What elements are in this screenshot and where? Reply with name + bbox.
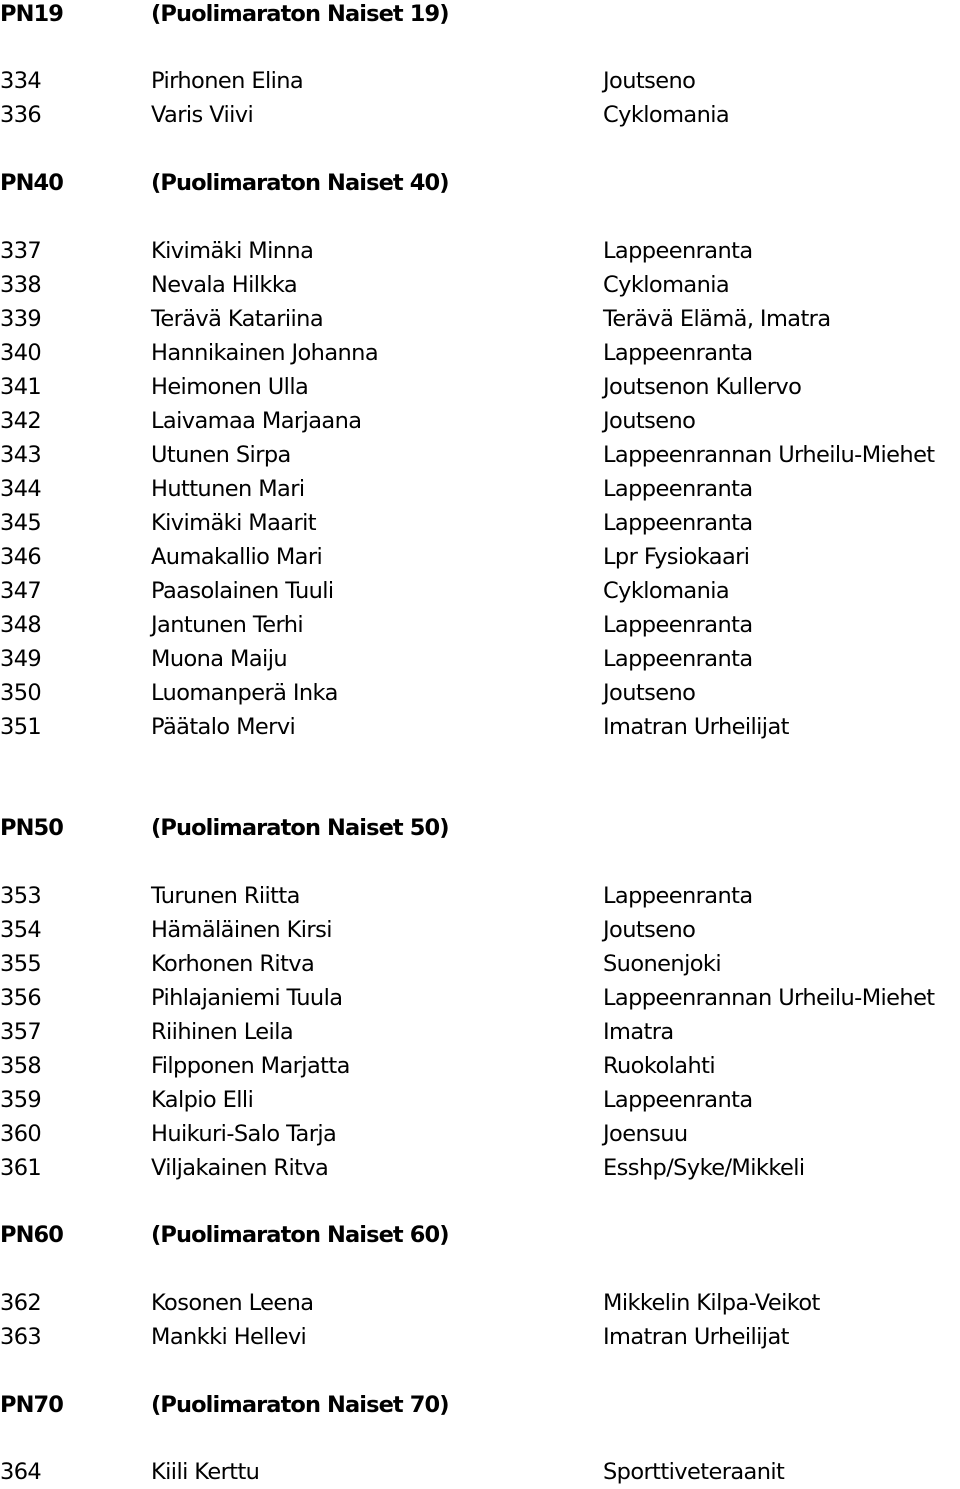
table-row	[0, 234, 960, 268]
runner-club: Lappeenranta	[603, 612, 753, 638]
runner-name: Huttunen Mari	[151, 476, 305, 502]
category-title: (Puolimaraton Naiset 19)	[151, 1, 449, 27]
runner-club: Lappeenranta	[603, 883, 753, 909]
runner-name: Kiili Kerttu	[151, 1459, 260, 1485]
runner-name: Jantunen Terhi	[151, 612, 304, 638]
bib-number: 348	[0, 612, 42, 638]
runner-club: Joutseno	[603, 680, 696, 706]
runner-name: Päätalo Mervi	[151, 714, 296, 740]
table-row	[0, 540, 960, 574]
runner-club: Joutseno	[603, 917, 696, 943]
runner-name: Riihinen Leila	[151, 1019, 294, 1045]
category-code: PN50	[0, 815, 64, 841]
bib-number: 355	[0, 951, 42, 977]
bib-number: 338	[0, 272, 42, 298]
runner-name: Nevala Hilkka	[151, 272, 298, 298]
runner-name: Mankki Hellevi	[151, 1324, 307, 1350]
runner-club: Lpr Fysiokaari	[603, 544, 750, 570]
runner-club: Joutsenon Kullervo	[603, 374, 802, 400]
category-title: (Puolimaraton Naiset 40)	[151, 170, 449, 196]
table-row	[0, 64, 960, 98]
table-row	[0, 1117, 960, 1151]
category-code: PN60	[0, 1222, 64, 1248]
runner-name: Filpponen Marjatta	[151, 1053, 350, 1079]
runner-name: Pihlajaniemi Tuula	[151, 985, 343, 1011]
runner-name: Paasolainen Tuuli	[151, 578, 334, 604]
runner-name: Pirhonen Elina	[151, 68, 304, 94]
table-row	[0, 1015, 960, 1049]
runner-name: Luomanperä Inka	[151, 680, 338, 706]
table-row	[0, 1286, 960, 1320]
bib-number: 340	[0, 340, 42, 366]
runner-club: Imatran Urheilijat	[603, 714, 789, 740]
runner-club: Joutseno	[603, 68, 696, 94]
runner-club: Imatra	[603, 1019, 674, 1045]
bib-number: 341	[0, 374, 42, 400]
bib-number: 364	[0, 1459, 42, 1485]
table-row	[0, 302, 960, 336]
table-row	[0, 1455, 960, 1489]
runner-name: Utunen Sirpa	[151, 442, 291, 468]
bib-number: 350	[0, 680, 42, 706]
runner-club: Terävä Elämä, Imatra	[603, 306, 831, 332]
runner-name: Hannikainen Johanna	[151, 340, 379, 366]
table-row	[0, 1151, 960, 1185]
category-code: PN19	[0, 1, 64, 27]
section-heading	[0, 166, 960, 200]
table-row	[0, 1083, 960, 1117]
bib-number: 354	[0, 917, 42, 943]
runner-name: Kivimäki Maarit	[151, 510, 317, 536]
runner-name: Kosonen Leena	[151, 1290, 314, 1316]
runner-name: Turunen Riitta	[151, 883, 300, 909]
bib-number: 351	[0, 714, 42, 740]
runner-club: Lappeenranta	[603, 340, 753, 366]
table-row	[0, 981, 960, 1015]
runner-name: Varis Viivi	[151, 102, 254, 128]
runner-club: Joensuu	[603, 1121, 688, 1147]
bib-number: 363	[0, 1324, 42, 1350]
bib-number: 362	[0, 1290, 42, 1316]
table-row	[0, 574, 960, 608]
table-row	[0, 336, 960, 370]
bib-number: 345	[0, 510, 42, 536]
runner-club: Lappeenranta	[603, 1087, 753, 1113]
runner-club: Joutseno	[603, 408, 696, 434]
runner-name: Heimonen Ulla	[151, 374, 309, 400]
bib-number: 347	[0, 578, 42, 604]
table-row	[0, 438, 960, 472]
bib-number: 361	[0, 1155, 42, 1181]
section-heading	[0, 811, 960, 845]
bib-number: 353	[0, 883, 42, 909]
runner-club: Cyklomania	[603, 102, 730, 128]
category-code: PN70	[0, 1392, 64, 1418]
runner-name: Viljakainen Ritva	[151, 1155, 329, 1181]
runner-name: Korhonen Ritva	[151, 951, 315, 977]
section-heading	[0, 1218, 960, 1252]
bib-number: 349	[0, 646, 42, 672]
runner-name: Hämäläinen Kirsi	[151, 917, 332, 943]
category-title: (Puolimaraton Naiset 70)	[151, 1392, 449, 1418]
table-row	[0, 98, 960, 132]
bib-number: 343	[0, 442, 42, 468]
runner-club: Lappeenrannan Urheilu-Miehet	[603, 985, 935, 1011]
table-row	[0, 608, 960, 642]
bib-number: 356	[0, 985, 42, 1011]
runner-club: Esshp/Syke/Mikkeli	[603, 1155, 805, 1181]
bib-number: 344	[0, 476, 42, 502]
runner-name: Terävä Katariina	[151, 306, 324, 332]
table-row	[0, 879, 960, 913]
table-row	[0, 642, 960, 676]
table-row	[0, 1049, 960, 1083]
category-title: (Puolimaraton Naiset 60)	[151, 1222, 449, 1248]
runner-name: Huikuri-Salo Tarja	[151, 1121, 337, 1147]
table-row	[0, 268, 960, 302]
runner-club: Ruokolahti	[603, 1053, 716, 1079]
runner-club: Lappeenranta	[603, 476, 753, 502]
runner-club: Mikkelin Kilpa-Veikot	[603, 1290, 820, 1316]
table-row	[0, 404, 960, 438]
runner-club: Cyklomania	[603, 272, 730, 298]
runner-club: Lappeenrannan Urheilu-Miehet	[603, 442, 935, 468]
bib-number: 342	[0, 408, 42, 434]
bib-number: 337	[0, 238, 42, 264]
category-code: PN40	[0, 170, 64, 196]
bib-number: 336	[0, 102, 42, 128]
bib-number: 358	[0, 1053, 42, 1079]
bib-number: 359	[0, 1087, 42, 1113]
table-row	[0, 370, 960, 404]
bib-number: 334	[0, 68, 42, 94]
category-title: (Puolimaraton Naiset 50)	[151, 815, 449, 841]
table-row	[0, 676, 960, 710]
runner-club: Imatran Urheilijat	[603, 1324, 789, 1350]
bib-number: 339	[0, 306, 42, 332]
runner-name: Aumakallio Mari	[151, 544, 323, 570]
runner-name: Kalpio Elli	[151, 1087, 254, 1113]
table-row	[0, 947, 960, 981]
runner-club: Lappeenranta	[603, 510, 753, 536]
runner-club: Cyklomania	[603, 578, 730, 604]
runner-name: Laivamaa Marjaana	[151, 408, 362, 434]
bib-number: 357	[0, 1019, 42, 1045]
section-heading	[0, 1388, 960, 1422]
table-row	[0, 506, 960, 540]
runner-club: Suonenjoki	[603, 951, 721, 977]
runner-club: Lappeenranta	[603, 238, 753, 264]
section-heading	[0, 0, 960, 31]
bib-number: 346	[0, 544, 42, 570]
bib-number: 360	[0, 1121, 42, 1147]
table-row	[0, 472, 960, 506]
runner-club: Sporttiveteraanit	[603, 1459, 785, 1485]
table-row	[0, 1320, 960, 1354]
table-row	[0, 710, 960, 744]
table-row	[0, 913, 960, 947]
runner-name: Kivimäki Minna	[151, 238, 314, 264]
runner-name: Muona Maiju	[151, 646, 288, 672]
runner-club: Lappeenranta	[603, 646, 753, 672]
